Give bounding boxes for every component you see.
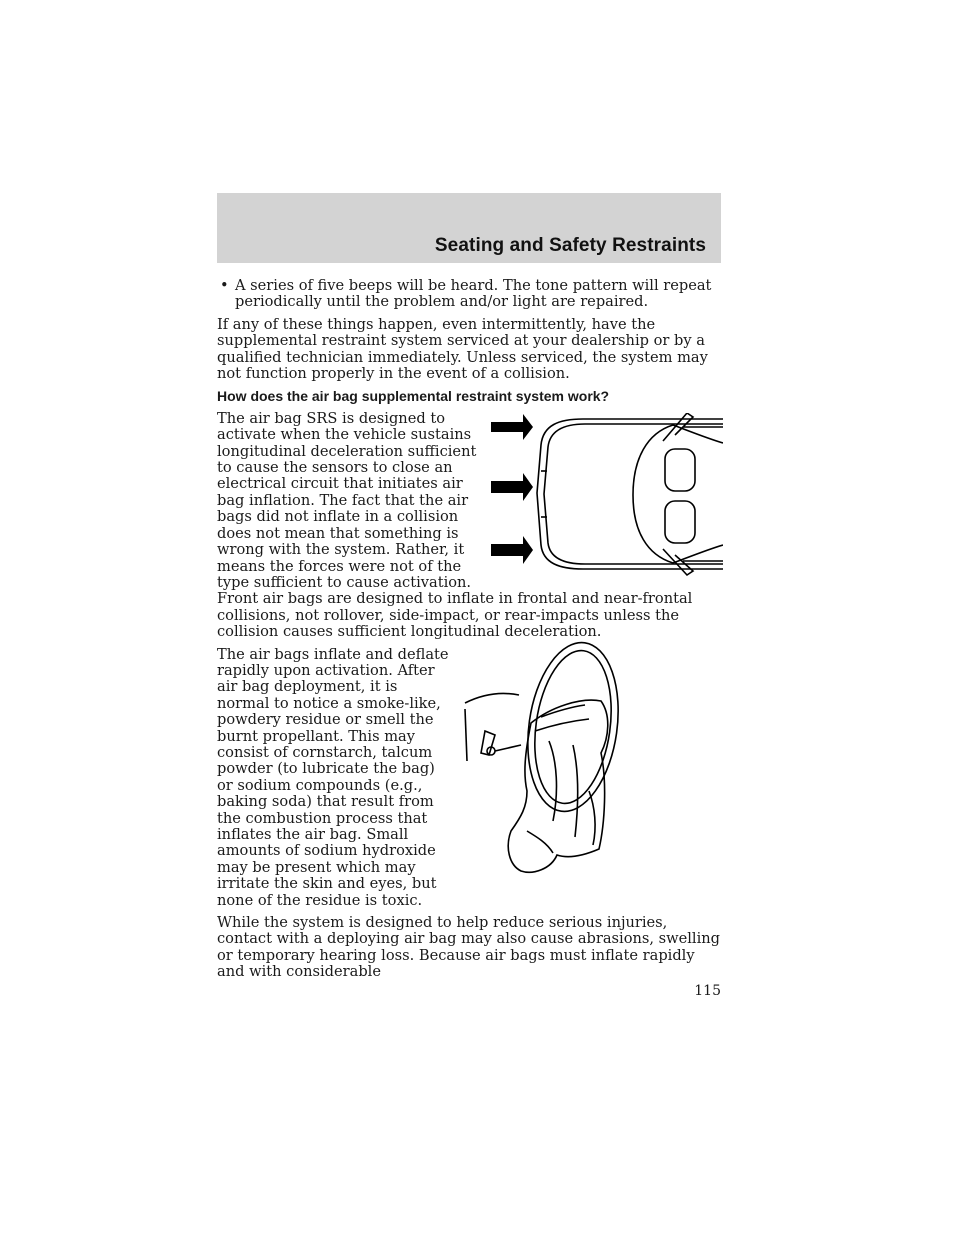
bullet-dot-icon: •	[220, 277, 229, 294]
paragraph-system-operation: The air bag SRS is designed to activate when the vehicle sustains longitudinal deceleration sufficient to cause the sensors to close an electrical circuit that initiates air bag inflation. The fact that the air bags did not inflate in a collision does not mean that something is wrong with the system. Rather, it means the forces were not of the type sufficient to cause activation. Front air bags are designed to inflate in frontal and near-frontal collisions, not rollover, side-impact, or rear-impacts unless the collision causes sufficient longitudinal deceleration.	[217, 409, 693, 641]
paragraph-inflate-deflate: The air bags inflate and deflate rapidly upon activation. After air bag deployment, it is normal to notice a smoke-like, powdery residue or smell the burnt propellant. This may consist of cornstarch, talcum powder (to lubricate the bag) or sodium compounds (e.g., baking soda) that result from the combustion process that inflates the air bag. Small amounts of sodium hydroxide may be present which may irritate the skin and eyes, but none of the residue is toxic.	[217, 645, 449, 909]
impact-arrow-icon	[491, 473, 533, 501]
steering-wheel-airbag-icon	[465, 641, 628, 872]
impact-arrow-icon	[491, 536, 533, 564]
paragraph-service-warning: If any of these things happen, even intermittently, have the supplemental restraint system serviced at your dealership or by a qualified technician immediately. Unless serviced, the system may not function properly in the event of a collision.	[217, 315, 708, 383]
deployed-airbag-illustration	[461, 641, 701, 887]
frontal-impact-illustration	[487, 413, 723, 583]
section-header	[217, 193, 721, 263]
paragraph-injury-warning: While the system is designed to help reduce serious injuries, contact with a deploying air bag may also cause abrasions, swelling or temporary hearing loss. Because air bags must inflate rapidly and with considerable	[217, 914, 721, 981]
subheading-how-it-works: How does the air bag supplemental restraint system work?	[217, 388, 610, 405]
bullet-item	[217, 278, 721, 311]
page-number: 115	[694, 983, 721, 999]
section-title: Seating and Safety Restraints	[434, 235, 706, 256]
car-top-view-icon	[537, 413, 723, 575]
page-content	[217, 278, 721, 987]
bullet-text: A series of five beeps will be heard. The tone pattern will repeat periodically until the problem and/or light are repaired.	[235, 277, 712, 311]
impact-arrow-icon	[491, 414, 533, 440]
